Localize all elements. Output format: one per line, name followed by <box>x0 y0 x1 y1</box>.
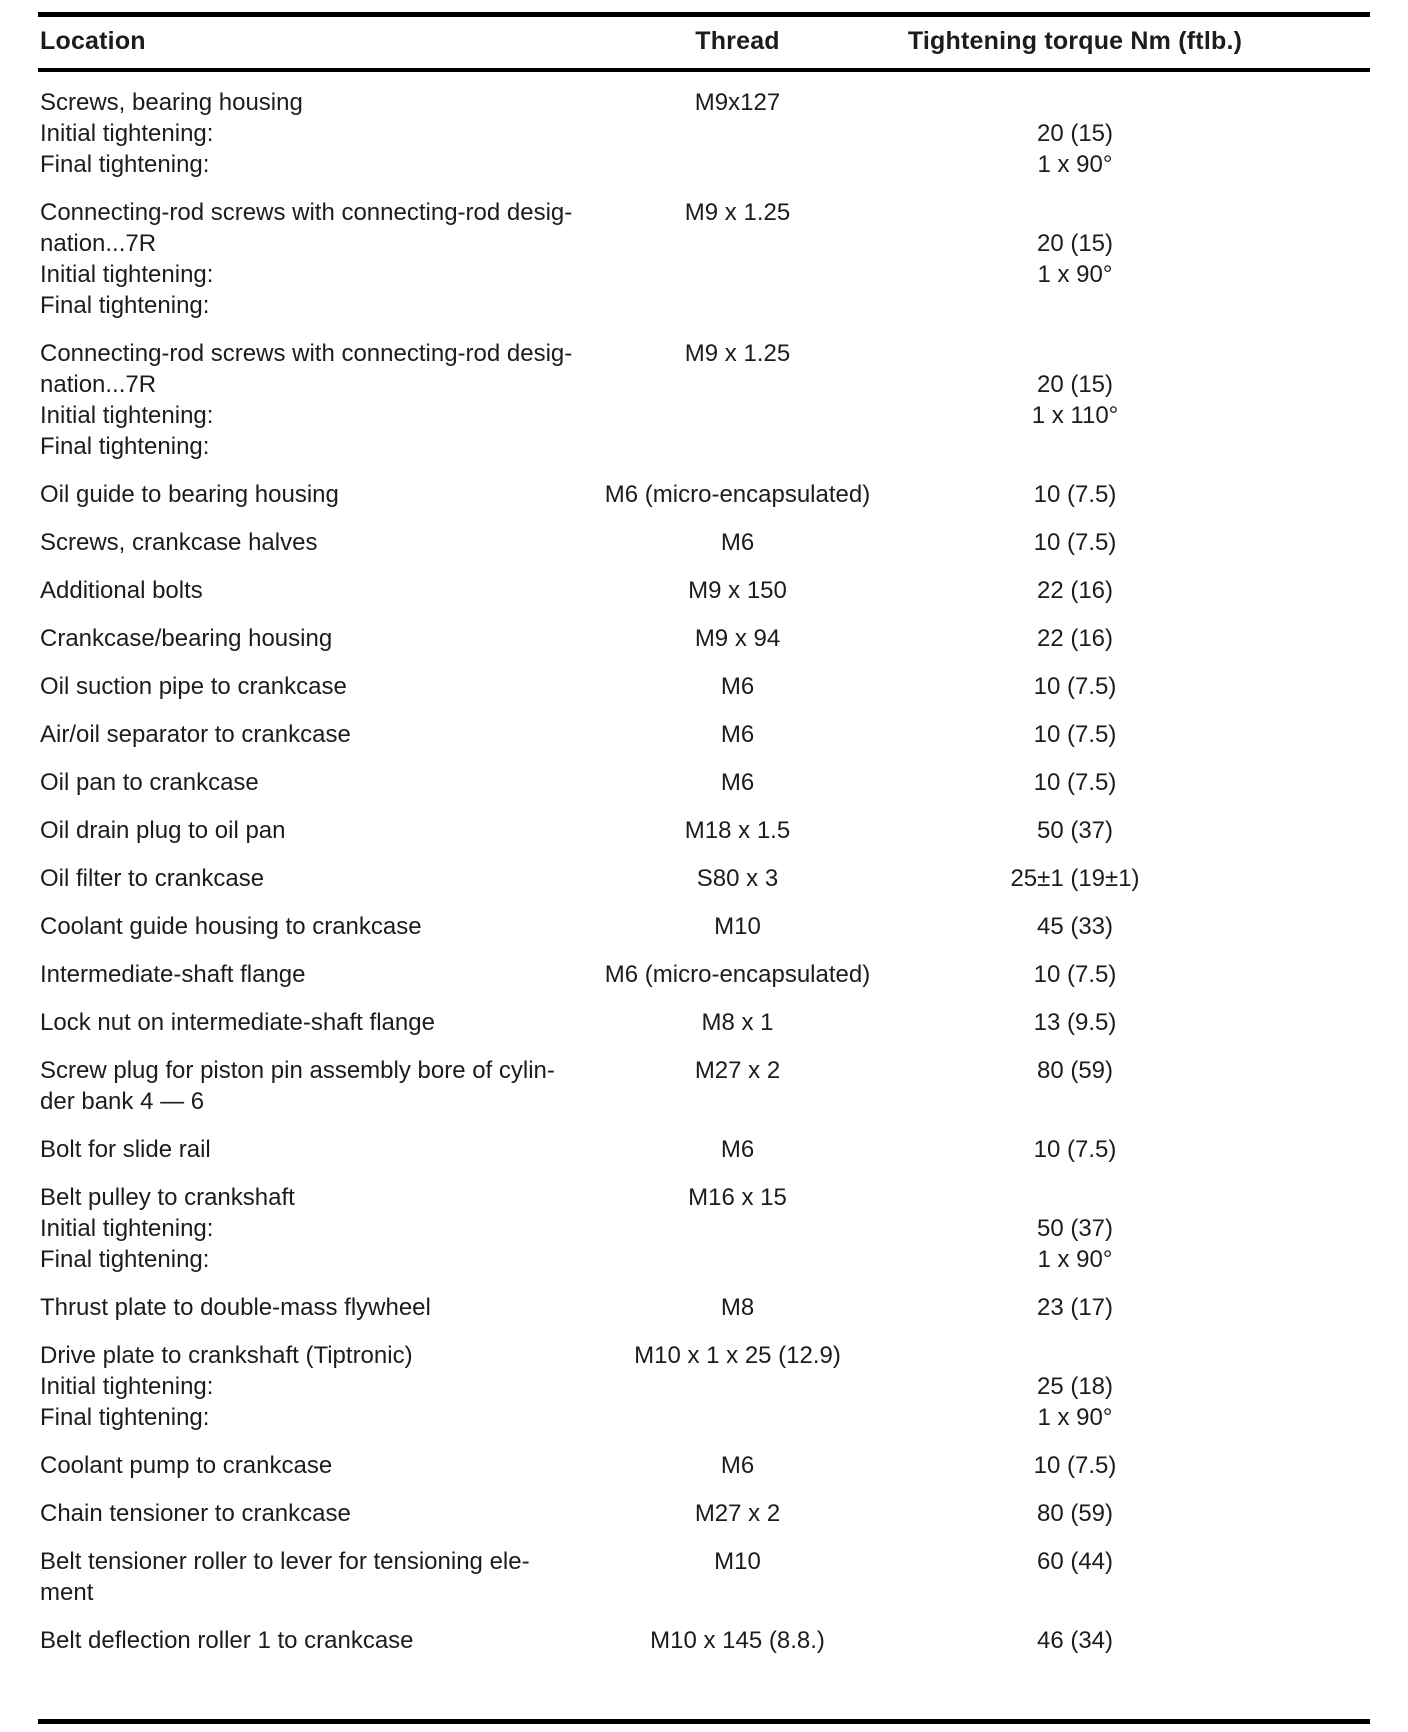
cell-line: M8 x 1 <box>701 1009 774 1036</box>
table-row <box>38 710 1370 758</box>
torque-cell <box>895 527 1255 558</box>
cell-line: Screw plug for piston pin assembly bore of cylin- <box>40 1057 555 1084</box>
location-cell <box>40 479 580 510</box>
table-row <box>38 329 1370 470</box>
cell-line: 46 (34) <box>1036 1627 1114 1654</box>
cell-line: M9 x 150 <box>688 577 787 604</box>
thread-cell <box>580 1055 895 1117</box>
cell-line: M16 x 15 <box>688 1184 787 1211</box>
cell-line: 10 (7.5) <box>1033 673 1117 700</box>
cell-line: 1 x 90° <box>1037 1246 1113 1273</box>
location-cell <box>40 197 580 321</box>
location-cell <box>40 815 580 846</box>
header-location: Location <box>40 27 146 55</box>
torque-cell <box>895 719 1255 750</box>
table-row <box>38 614 1370 662</box>
cell-line: Screws, bearing housing <box>40 89 303 116</box>
table-row <box>38 1173 1370 1283</box>
torque-cell <box>895 1340 1255 1433</box>
table-row <box>38 1441 1370 1489</box>
cell-line: Oil suction pipe to crankcase <box>40 673 347 700</box>
cell-line: Connecting-rod screws with connecting-rod desig- <box>40 340 573 367</box>
cell-line: 25±1 (19±1) <box>1010 865 1140 892</box>
location-cell <box>40 1182 580 1275</box>
thread-cell <box>580 959 895 990</box>
location-cell <box>40 767 580 798</box>
cell-line: M18 x 1.5 <box>684 817 791 844</box>
thread-cell <box>580 1007 895 1038</box>
torque-cell <box>895 479 1255 510</box>
thread-cell <box>580 719 895 750</box>
cell-line: nation...7R <box>40 230 157 257</box>
cell-line: 22 (16) <box>1036 577 1114 604</box>
cell-line: Oil pan to crankcase <box>40 769 259 796</box>
cell-line <box>895 290 1255 321</box>
cell-line <box>895 431 1255 462</box>
table-row <box>38 806 1370 854</box>
cell-line: M9 x 1.25 <box>684 199 791 226</box>
cell-line: Initial tightening: <box>40 1215 214 1242</box>
table-body <box>38 72 1370 1664</box>
cell-line: M10 x 1 x 25 (12.9) <box>634 1342 841 1369</box>
location-cell <box>40 1546 580 1608</box>
cell-line: Intermediate-shaft flange <box>40 961 306 988</box>
cell-line: Initial tightening: <box>40 1373 214 1400</box>
torque-cell <box>895 959 1255 990</box>
cell-line: Oil guide to bearing housing <box>40 481 339 508</box>
location-cell <box>40 719 580 750</box>
cell-line: M6 <box>720 1136 755 1163</box>
torque-cell <box>895 767 1255 798</box>
cell-line: Drive plate to crankshaft (Tiptronic) <box>40 1342 413 1369</box>
cell-line: 10 (7.5) <box>1033 1452 1117 1479</box>
table-row <box>38 1046 1370 1125</box>
torque-cell <box>895 1055 1255 1117</box>
cell-line: Additional bolts <box>40 577 203 604</box>
torque-cell <box>895 87 1255 180</box>
header-torque: Tightening torque Nm (ftlb.) <box>907 27 1243 55</box>
cell-line: M6 (micro-encapsulated) <box>604 481 871 508</box>
cell-line: Air/oil separator to crankcase <box>40 721 351 748</box>
torque-cell <box>895 623 1255 654</box>
location-cell <box>40 1055 580 1117</box>
thread-cell <box>580 1182 895 1275</box>
cell-line: M27 x 2 <box>694 1057 781 1084</box>
thread-cell <box>580 575 895 606</box>
cell-line: 20 (15) <box>1036 371 1114 398</box>
cell-line: Initial tightening: <box>40 402 214 429</box>
cell-line: 22 (16) <box>1036 625 1114 652</box>
location-cell <box>40 959 580 990</box>
torque-cell <box>895 671 1255 702</box>
cell-line: 1 x 90° <box>1037 151 1113 178</box>
cell-line: M9 x 1.25 <box>684 340 791 367</box>
table-row <box>38 758 1370 806</box>
table-row <box>38 1489 1370 1537</box>
cell-line: Thrust plate to double-mass flywheel <box>40 1294 431 1321</box>
cell-line: M10 <box>714 1548 761 1575</box>
cell-line: M9x127 <box>694 89 781 116</box>
thread-cell <box>580 815 895 846</box>
table-header <box>38 17 1370 68</box>
thread-cell <box>580 87 895 180</box>
table-row <box>38 662 1370 710</box>
location-cell <box>40 575 580 606</box>
torque-cell <box>895 863 1255 894</box>
cell-line: 10 (7.5) <box>1033 769 1117 796</box>
torque-cell <box>895 575 1255 606</box>
cell-line: Coolant guide housing to crankcase <box>40 913 422 940</box>
cell-line: 1 x 90° <box>1037 261 1113 288</box>
torque-cell <box>895 1292 1255 1323</box>
cell-line: M6 (micro-encapsulated) <box>604 961 871 988</box>
cell-line <box>895 1340 1255 1371</box>
cell-line: Final tightening: <box>40 151 210 178</box>
table-row <box>38 1125 1370 1173</box>
torque-cell <box>895 815 1255 846</box>
cell-line: Belt pulley to crankshaft <box>40 1184 295 1211</box>
cell-line: 13 (9.5) <box>1033 1009 1117 1036</box>
torque-cell <box>895 1450 1255 1481</box>
cell-line: 10 (7.5) <box>1033 721 1117 748</box>
table-row <box>38 1331 1370 1441</box>
cell-line: 45 (33) <box>1036 913 1114 940</box>
torque-cell <box>895 1625 1255 1656</box>
location-cell <box>40 527 580 558</box>
cell-line <box>895 197 1255 228</box>
cell-line: Final tightening: <box>40 1246 210 1273</box>
torque-cell <box>895 1134 1255 1165</box>
cell-line: S80 x 3 <box>696 865 779 892</box>
cell-line: Oil drain plug to oil pan <box>40 817 286 844</box>
table-row <box>38 1616 1370 1664</box>
cell-line: M6 <box>720 721 755 748</box>
thread-cell <box>580 1625 895 1656</box>
cell-line: 20 (15) <box>1036 230 1114 257</box>
location-cell <box>40 623 580 654</box>
table-row <box>38 854 1370 902</box>
table-row <box>38 78 1370 188</box>
cell-line <box>895 338 1255 369</box>
cell-line: 50 (37) <box>1036 817 1114 844</box>
cell-line: 80 (59) <box>1036 1500 1114 1527</box>
thread-cell <box>580 197 895 321</box>
cell-line: Final tightening: <box>40 292 210 319</box>
thread-cell <box>580 863 895 894</box>
torque-cell <box>895 1498 1255 1529</box>
location-cell <box>40 1007 580 1038</box>
cell-line: Final tightening: <box>40 1404 210 1431</box>
cell-line: 10 (7.5) <box>1033 1136 1117 1163</box>
cell-line: M10 <box>714 913 761 940</box>
location-cell <box>40 671 580 702</box>
cell-line: Belt deflection roller 1 to crankcase <box>40 1627 414 1654</box>
cell-line: Connecting-rod screws with connecting-rod desig- <box>40 199 573 226</box>
cell-line: Final tightening: <box>40 433 210 460</box>
location-cell <box>40 338 580 462</box>
cell-line: M27 x 2 <box>694 1500 781 1527</box>
location-cell <box>40 87 580 180</box>
torque-cell <box>895 911 1255 942</box>
torque-cell <box>895 338 1255 462</box>
cell-line: M10 x 145 (8.8.) <box>650 1627 825 1654</box>
location-cell <box>40 1134 580 1165</box>
table-row <box>38 950 1370 998</box>
location-cell <box>40 863 580 894</box>
location-cell <box>40 1450 580 1481</box>
thread-cell <box>580 767 895 798</box>
table-row <box>38 470 1370 518</box>
cell-line: M6 <box>720 1452 755 1479</box>
cell-line: 1 x 90° <box>1037 1404 1113 1431</box>
cell-line: Crankcase/bearing housing <box>40 625 333 652</box>
cell-line: M6 <box>720 529 755 556</box>
cell-line: M8 <box>720 1294 755 1321</box>
cell-line: Bolt for slide rail <box>40 1136 211 1163</box>
cell-line: 10 (7.5) <box>1033 481 1117 508</box>
table-row <box>38 566 1370 614</box>
thread-cell <box>580 1340 895 1433</box>
cell-line: 80 (59) <box>1036 1057 1114 1084</box>
location-cell <box>40 1340 580 1433</box>
cell-line: nation...7R <box>40 371 157 398</box>
torque-cell <box>895 1182 1255 1275</box>
cell-line: 25 (18) <box>1036 1373 1114 1400</box>
thread-cell <box>580 479 895 510</box>
cell-line: Screws, crankcase halves <box>40 529 318 556</box>
cell-line: Initial tightening: <box>40 120 214 147</box>
cell-line: 1 x 110° <box>1031 402 1119 429</box>
cell-line: 20 (15) <box>1036 120 1114 147</box>
cell-line: Coolant pump to crankcase <box>40 1452 333 1479</box>
cell-line: M6 <box>720 769 755 796</box>
location-cell <box>40 1625 580 1656</box>
thread-cell <box>580 1498 895 1529</box>
cell-line: 50 (37) <box>1036 1215 1114 1242</box>
cell-line: Oil filter to crankcase <box>40 865 265 892</box>
table-row <box>38 1537 1370 1616</box>
cell-line: Initial tightening: <box>40 261 214 288</box>
cell-line: 10 (7.5) <box>1033 529 1117 556</box>
torque-cell <box>895 197 1255 321</box>
table-row <box>38 1283 1370 1331</box>
thread-cell <box>580 1292 895 1323</box>
cell-line <box>895 87 1255 118</box>
thread-cell <box>580 1134 895 1165</box>
cell-line: M6 <box>720 673 755 700</box>
cell-line: ment <box>40 1579 94 1606</box>
cell-line: Chain tensioner to crankcase <box>40 1500 351 1527</box>
bottom-rule <box>38 1719 1370 1724</box>
thread-cell <box>580 1546 895 1608</box>
thread-cell <box>580 911 895 942</box>
thread-cell <box>580 1450 895 1481</box>
location-cell <box>40 1498 580 1529</box>
cell-line: Lock nut on intermediate-shaft flange <box>40 1009 435 1036</box>
table-row <box>38 188 1370 329</box>
thread-cell <box>580 527 895 558</box>
table-row <box>38 518 1370 566</box>
header-thread: Thread <box>695 27 780 55</box>
cell-line <box>895 1182 1255 1213</box>
cell-line: 23 (17) <box>1036 1294 1114 1321</box>
thread-cell <box>580 671 895 702</box>
cell-line: M9 x 94 <box>694 625 781 652</box>
thread-cell <box>580 338 895 462</box>
thread-cell <box>580 623 895 654</box>
location-cell <box>40 1292 580 1323</box>
cell-line: 60 (44) <box>1036 1548 1114 1575</box>
cell-line: 10 (7.5) <box>1033 961 1117 988</box>
table-row <box>38 998 1370 1046</box>
location-cell <box>40 911 580 942</box>
cell-line: Belt tensioner roller to lever for tensioning ele- <box>40 1548 530 1575</box>
cell-line: der bank 4 — 6 <box>40 1088 205 1115</box>
table-row <box>38 902 1370 950</box>
torque-cell <box>895 1546 1255 1608</box>
torque-cell <box>895 1007 1255 1038</box>
